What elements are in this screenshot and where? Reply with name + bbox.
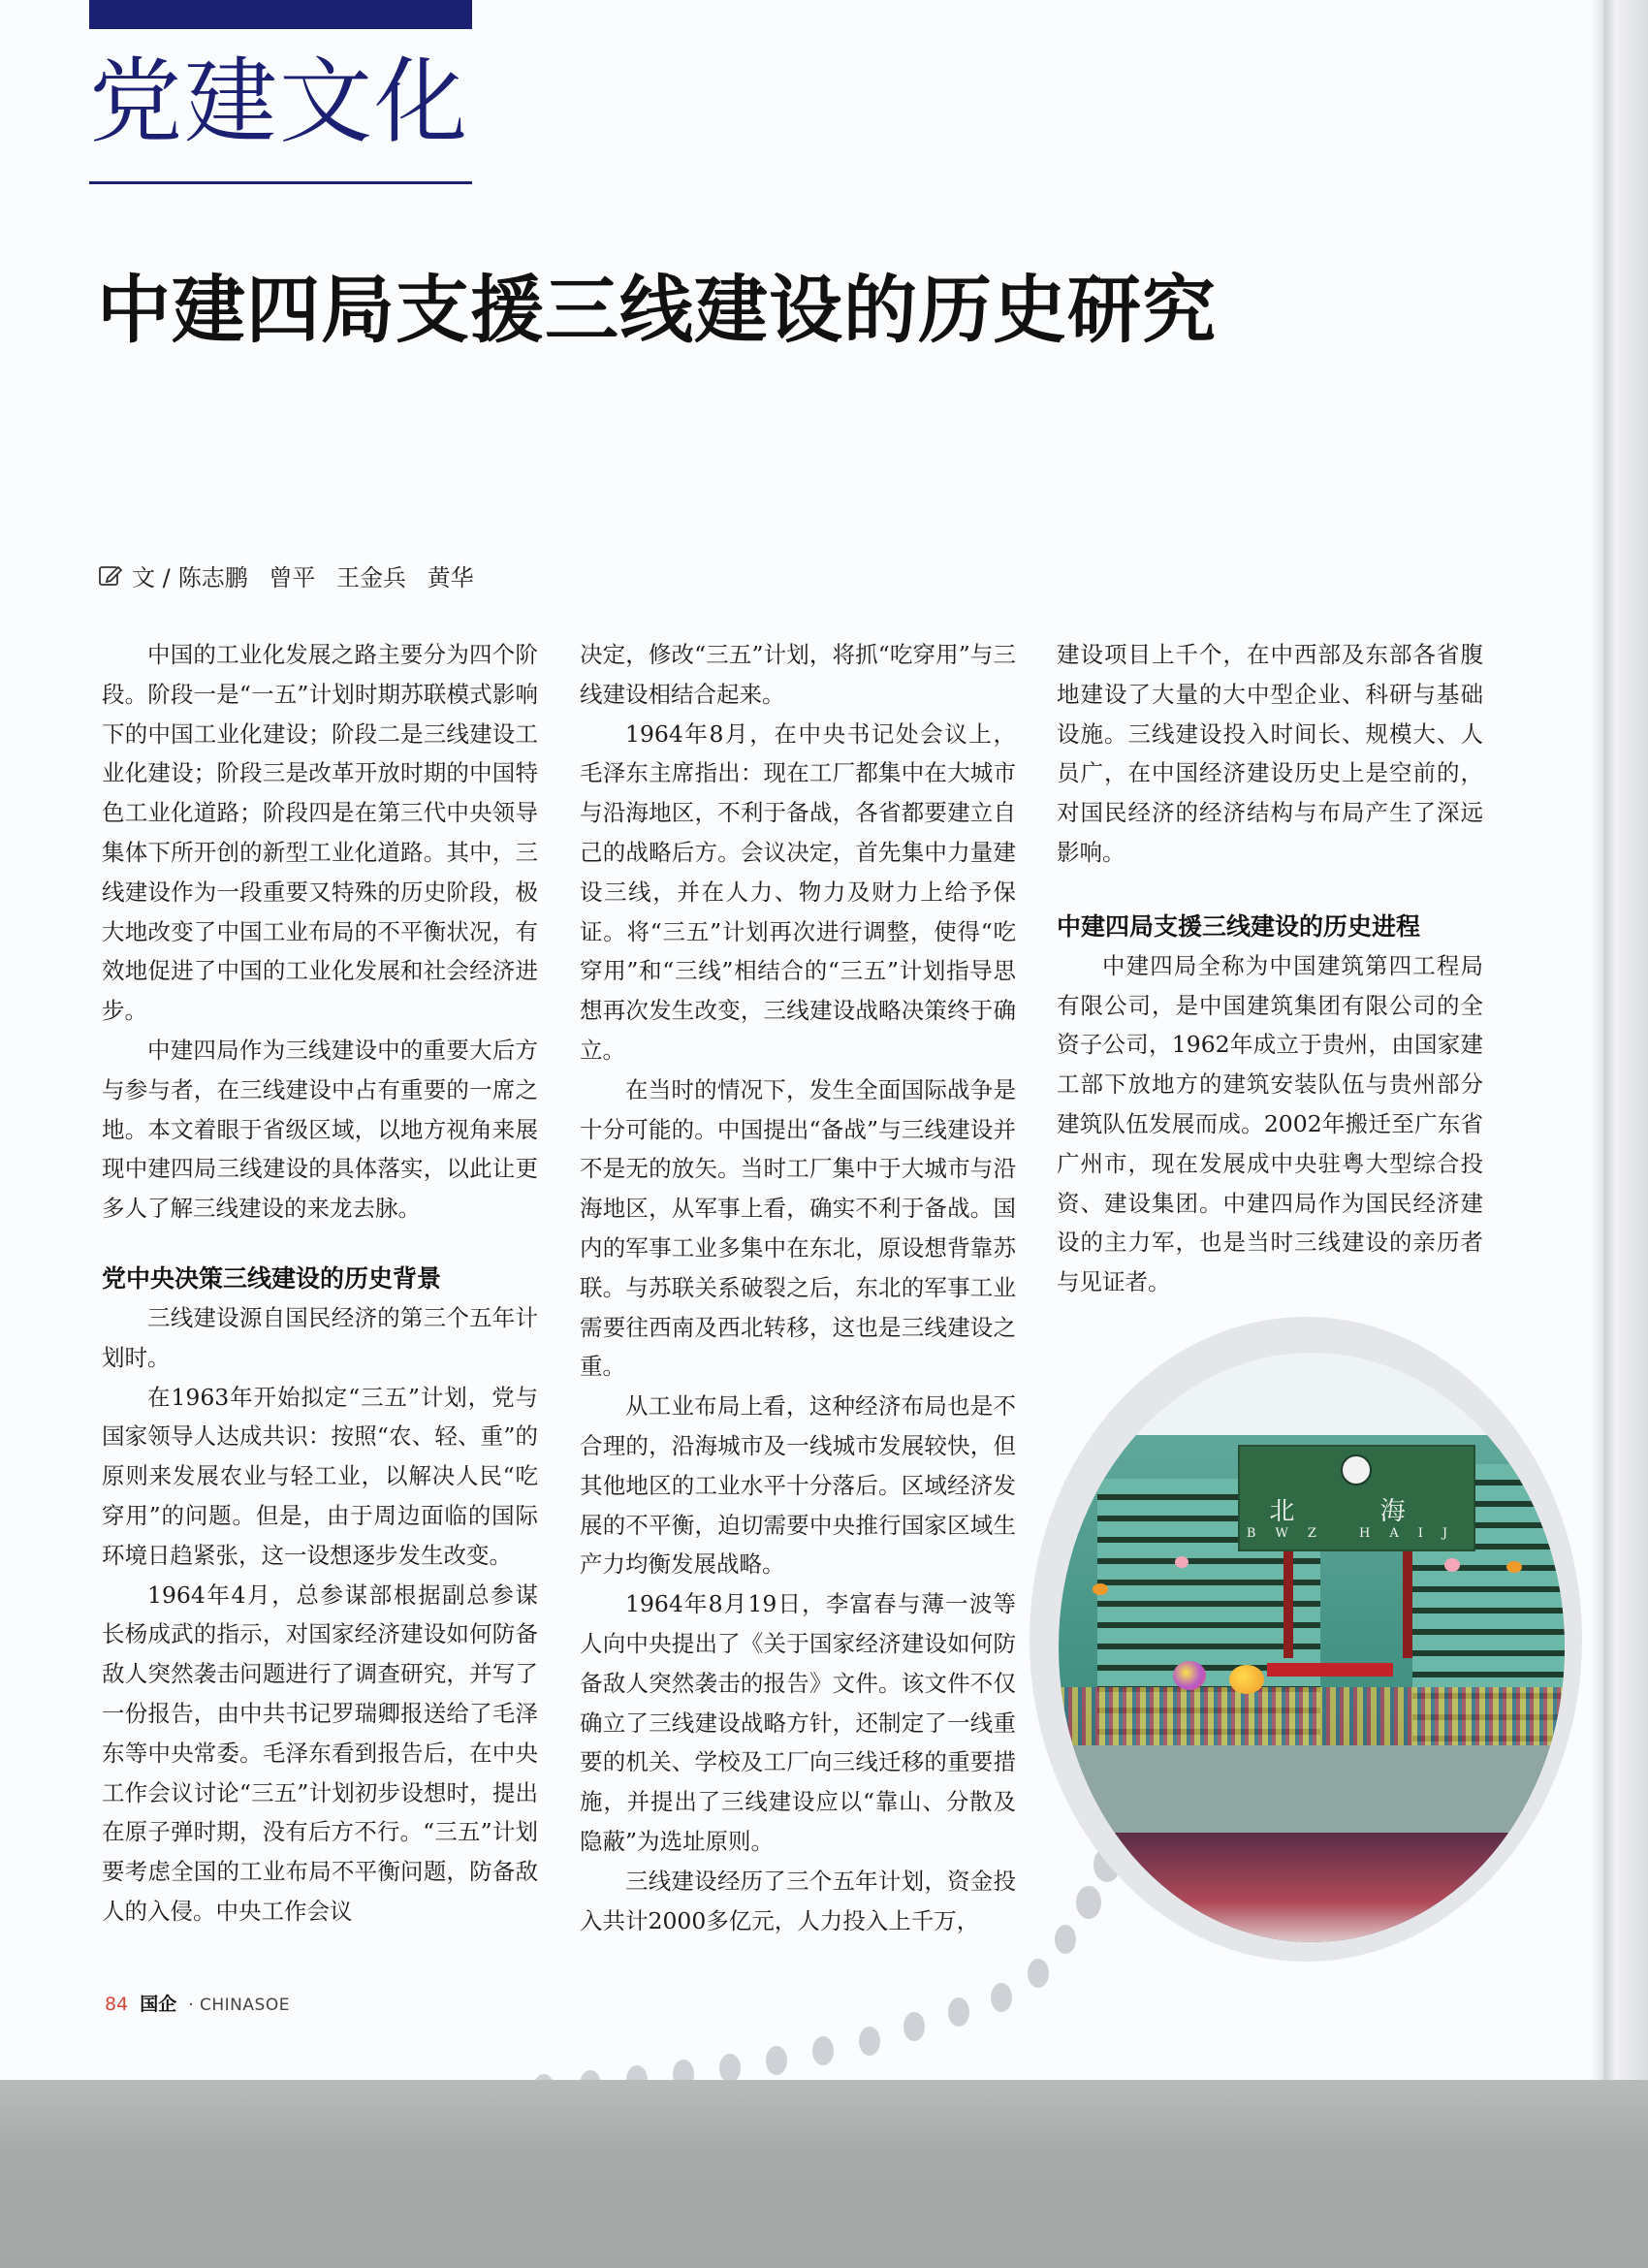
crowd <box>1059 1687 1565 1745</box>
paragraph: 中建四局作为三线建设中的重要大后方与参与者，在三线建设中占有重要的一席之地。本文着眼于省级区域，以地方视角来展现中建四局三线建设的具体落实，以此让更多人了解三线建设的来龙去脉。 <box>102 1036 538 1223</box>
page-footer <box>105 1990 290 2016</box>
magazine-name-cn: 国企 <box>140 1994 177 2015</box>
author: 曾平 <box>269 563 316 591</box>
foreground <box>1059 1833 1565 1942</box>
section-title: 党建文化 <box>89 48 469 156</box>
paragraph: 在当时的情况下，发生全面国际战争是十分可能的。中国提出“备战”与三线建设并不是无的放矢。当时工厂集中于大城市与沿海地区，从军事上看，确实不利于备战。国内的军事工业多集中在东北，原设想背靠苏联。与苏联关系破裂之后，东北的军事工业需要往西南及西北转移，这也是三线建设之重。 <box>580 1075 1016 1381</box>
paragraph: 1964年8月19日，李富春与薄一波等人向中央提出了《关于国家经济建设如何防备敌人突然袭击的报告》文件。该文件不仅确立了三线建设战略方针，还制定了一线重要的机关、学校及工厂向三线迁移的重要措施，并提出了三线建设应以“靠山、分散及隐蔽”为选址原则。 <box>580 1590 1016 1855</box>
paragraph: 在1963年开始拟定“三五”计划，党与国家领导人达成共识：按照“农、轻、重”的原则来发展农业与轻工业，以解决人民“吃穿用”的问题。但是，由于周边面临的国际环境日趋紧张，这一设想逐步发生改变。 <box>102 1383 538 1569</box>
pen-edit-icon <box>97 561 124 589</box>
plaza <box>1059 1745 1565 1833</box>
balloon-icon <box>1229 1665 1264 1694</box>
magazine-en-label: CHINASOE <box>200 1996 290 2015</box>
clock-icon <box>1341 1454 1372 1485</box>
text-column-1 <box>102 635 538 1932</box>
paragraph: 1964年8月，在中央书记处会议上，毛泽东主席指出：现在工厂都集中在大城市与沿海地区，不利于备战，各省都要建立自己的战略后方。会议决定，首先集中力量建设三线，并在人力、物力及财力上给予保证。将“三五”计划再次进行调整，使得“吃穿用”和“三线”相结合的“三五”计划指导思想再次发生改变，三线建设战略决策终于确立。 <box>580 719 1016 1064</box>
station-name: 北 海 <box>1269 1497 1444 1526</box>
balloon-icon <box>1173 1661 1206 1690</box>
author: 黄华 <box>427 563 474 591</box>
station-sign <box>1238 1445 1475 1551</box>
subheading: 党中央决策三线建设的历史背景 <box>102 1263 442 1293</box>
paragraph-continued: 决定，修改“三五”计划，将抓“吃穿用”与三线建设相结合起来。 <box>580 641 1016 708</box>
subheading: 中建四局支援三线建设的历史进程 <box>1057 911 1421 941</box>
paragraph: 1964年4月，总参谋部根据副总参谋长杨成武的指示，对国家经济建设如何防备敌人突然袭击问题进行了调查研究，并写了一份报告，由中共书记罗瑞卿报送给了毛泽东等中央常委。毛泽东看到报告后，在中央工作会议讨论“三五”计划初步设想时，提出在原子弹时期，没有后方不行。“三五”计划要考虑全国的工业布局不平衡问题，防备敌人的入侵。中央工作会议 <box>102 1581 538 1925</box>
station-photo <box>1059 1353 1565 1942</box>
paragraph: 中国的工业化发展之路主要分为四个阶段。阶段一是“一五”计划时期苏联模式影响下的中国工业化建设；阶段二是三线建设工业化建设；阶段三是改革开放时期的中国特色工业化道路；阶段四是在第三代中央领导集体下所开创的新型工业化道路。其中，三线建设作为一段重要又特殊的历史阶段，极大地改变了中国工业布局的不平衡状况，有效地促进了中国的工业化发展和社会经济进步。 <box>102 641 538 1025</box>
balloon-icon <box>1093 1583 1108 1595</box>
page-fold-shadow <box>1590 0 1617 2080</box>
byline-prefix: 文 / <box>132 563 171 591</box>
paragraph: 从工业布局上看，这种经济布局也是不合理的，沿海城市及一线城市发展较快，但其他地区的工业水平十分落后。区域经济发展的不平衡，迫切需要中央推行国家区域生产力均衡发展战略。 <box>580 1392 1016 1579</box>
balloon-icon <box>1444 1558 1460 1572</box>
balloon-icon <box>1506 1561 1522 1573</box>
paragraph: 三线建设经历了三个五年计划，资金投入共计2000多亿元，人力投入上千万， <box>580 1867 1016 1934</box>
author-list <box>178 559 488 592</box>
magazine-name-en <box>188 1996 290 2015</box>
balloon-icon <box>1175 1556 1188 1568</box>
station-name-latin: BWZ HAIJ <box>1246 1526 1468 1541</box>
author: 王金兵 <box>336 563 406 591</box>
author: 陈志鹏 <box>177 563 248 591</box>
facing-page-edge <box>1617 0 1648 2080</box>
paragraph-continued: 建设项目上千个，在中西部及东部各省腹地建设了大量的大中型企业、科研与基础设施。三线建设投入时间长、规模大、人员广，在中国经济建设历史上是空前的，对国民经济的经济结构与布局产生了深远影响。 <box>1057 641 1483 866</box>
text-column-2 <box>580 635 1016 1940</box>
article-title: 中建四局支援三线建设的历史研究 <box>97 267 1217 353</box>
paragraph: 三线建设源自国民经济的第三个五年计划时。 <box>102 1303 538 1371</box>
text-column-3 <box>1057 635 1483 1302</box>
section-color-bar <box>89 0 472 29</box>
scanner-background <box>0 2080 1648 2268</box>
byline <box>97 558 488 592</box>
section-divider <box>89 181 472 184</box>
page-number: 84 <box>105 1994 129 2015</box>
paragraph: 中建四局全称为中国建筑第四工程局有限公司，是中国建筑集团有限公司的全资子公司，1962年成立于贵州，由国家建工部下放地方的建筑安装队伍与贵州部分建筑队伍发展而成。2002年搬迁至广东省广州市，现在发展成中央驻粤大型综合投资、建设集团。中建四局作为国民经济建设的主力军，也是当时三线建设的亲历者与见证者。 <box>1057 951 1483 1296</box>
separator: · <box>188 1996 195 2015</box>
red-banner <box>1267 1663 1393 1677</box>
